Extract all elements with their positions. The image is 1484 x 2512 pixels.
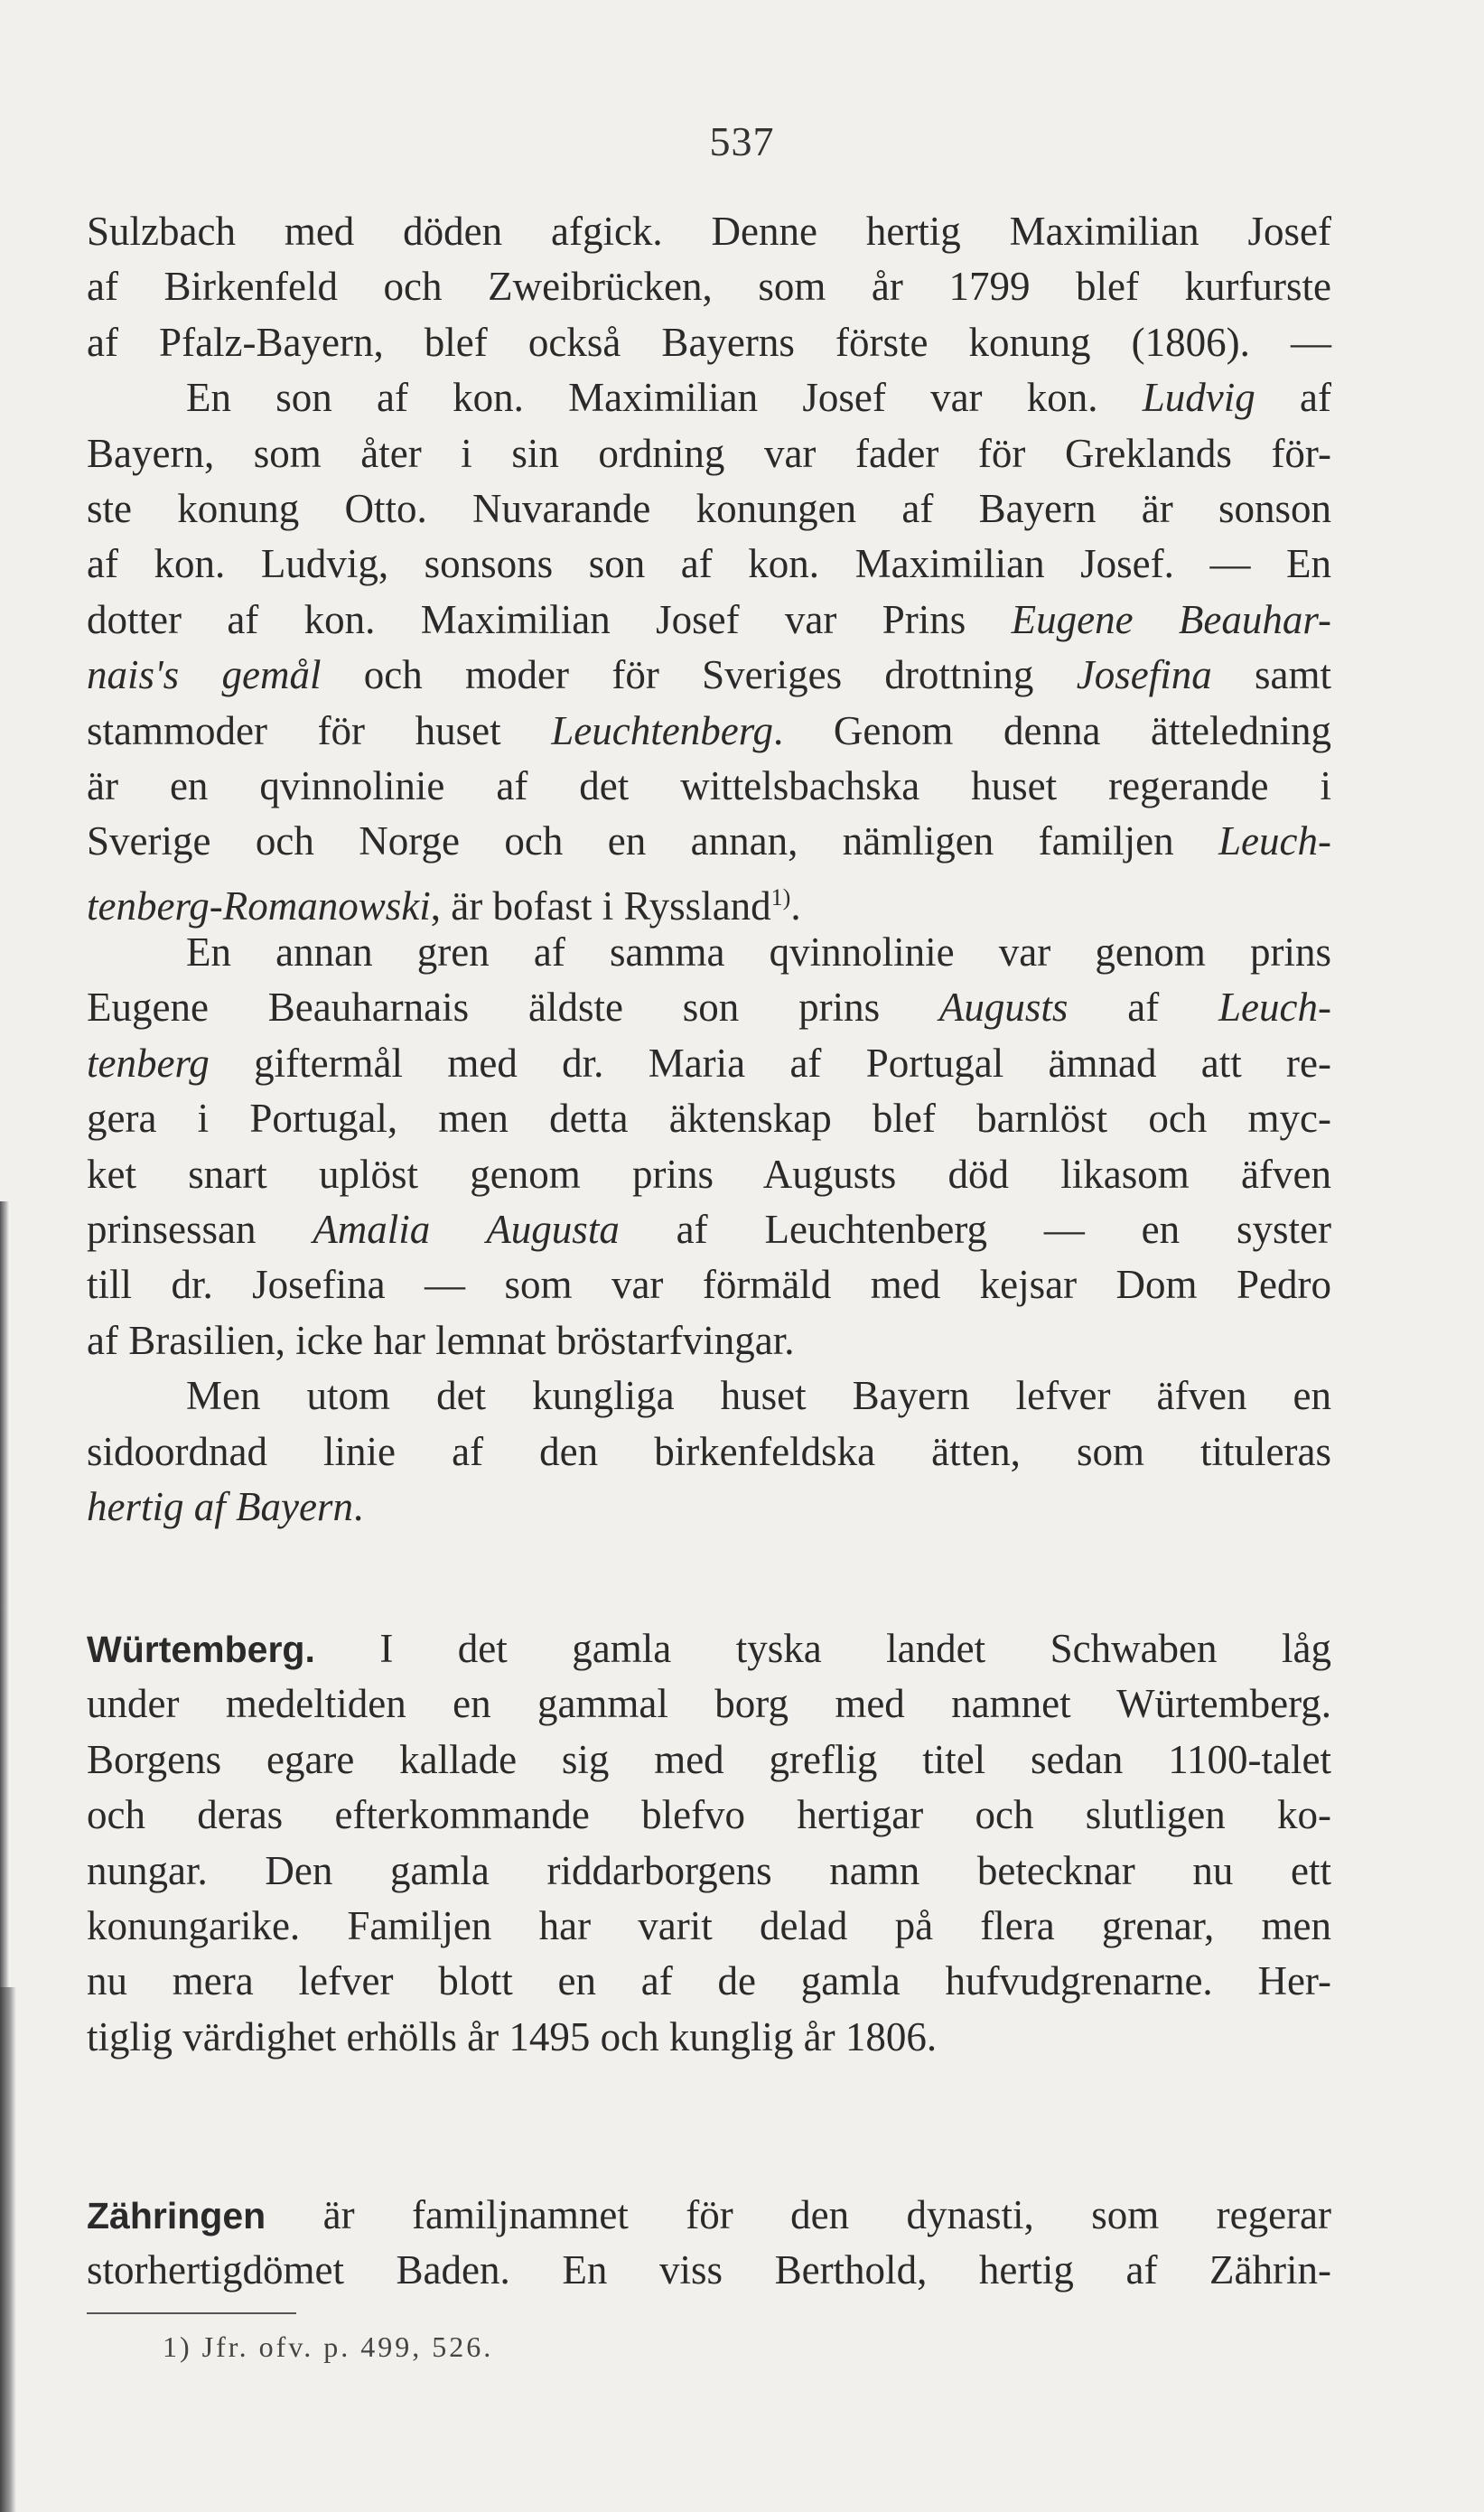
text-line: af Birkenfeld och Zweibrücken, som år 1799 blef kurfurste — [87, 264, 1331, 310]
page-number: 537 — [709, 118, 775, 164]
text-line: af kon. Ludvig, sonsons son af kon. Maximilian Josef. — En — [87, 541, 1331, 587]
text-line: stammoder för huset Leuchtenberg. Genom denna ätteledning — [87, 707, 1331, 753]
text-line: Bayern, som åter i sin ordning var fader för Greklands för- — [87, 430, 1331, 476]
text-line: nungar. Den gamla riddarborgens namn betecknar nu ett — [87, 1847, 1331, 1893]
text-line: sidoordnad linie af den birkenfeldska ätten, som tituleras — [87, 1428, 1331, 1474]
body-text-zahringen — [87, 2188, 1331, 2299]
text-line: ste konung Otto. Nuvarande konungen af Bayern är sonson — [87, 485, 1331, 531]
text-line: tenberg giftermål med dr. Maria af Portugal ämnad att re- — [87, 1040, 1331, 1086]
italic-name: nais's gemål — [87, 652, 322, 698]
text-line: En annan gren af samma qvinnolinie var genom prins — [186, 929, 1331, 976]
text-line: Men utom det kungliga huset Bayern lefver äfven en — [186, 1373, 1331, 1419]
text-line: En son af kon. Maximilian Josef var kon. Ludvig af — [186, 375, 1331, 421]
italic-name: Leuch- — [1218, 985, 1331, 1031]
text-line: till dr. Josefina — som var förmäld med kejsar Dom Pedro — [87, 1262, 1331, 1308]
text-line: dotter af kon. Maximilian Josef var Prins Eugene Beauhar- — [87, 596, 1331, 642]
italic-name: Ludvig — [1142, 375, 1255, 421]
text-line: Borgens egare kallade sig med greflig titel sedan 1100-talet — [87, 1736, 1331, 1782]
text-line: nais's gemål och moder för Sveriges drottning Josefina samt — [87, 652, 1332, 698]
italic-name: Leuchtenberg — [551, 707, 774, 753]
italic-name: tenberg — [87, 1040, 210, 1086]
italic-name: tenberg-Romanowski — [87, 882, 431, 929]
section-heading: Würtemberg. — [87, 1629, 315, 1670]
text-line: är en qvinnolinie af det wittelsbachska huset regerande i — [87, 762, 1331, 808]
italic-name: Amalia Augusta — [313, 1207, 620, 1253]
text-line: hertig af Bayern. — [87, 1483, 364, 1529]
section-heading: Zähringen — [87, 2195, 266, 2237]
italic-name: Eugene Beauhar- — [1011, 596, 1331, 642]
text-line: tiglig värdighet erhölls år 1495 och kunglig år 1806. — [87, 2013, 938, 2059]
text-line: prinsessan Amalia Augusta af Leuchtenberg — en syster — [87, 1207, 1331, 1253]
page-edge-shadow — [0, 1987, 16, 2512]
italic-name: Augusts — [938, 985, 1069, 1031]
text-line: gera i Portugal, men detta äktenskap blef barnlöst och myc- — [87, 1096, 1331, 1142]
italic-name: Josefina — [1076, 652, 1212, 698]
text-line: tenberg-Romanowski, är bofast i Ryssland$^{1)}$. — [87, 882, 801, 929]
body-text-part-1 — [87, 204, 1331, 1535]
text-line: ket snart uplöst genom prins Augusts död likasom äfven — [87, 1151, 1331, 1197]
text-line: Sverige och Norge och en annan, nämligen familjen Leuch- — [87, 818, 1331, 864]
italic-name: Leuch- — [1218, 818, 1331, 864]
body-text-wurtemberg — [87, 1621, 1331, 2065]
italic-name: hertig af Bayern — [87, 1483, 353, 1529]
text-line: konungarike. Familjen har varit delad på flera grenar, men — [87, 1902, 1331, 1948]
text-line: nu mera lefver blott en af de gamla hufvudgrenarne. Her- — [87, 1958, 1331, 2004]
text-line: Würtemberg. I det gamla tyska landet Schwaben låg — [87, 1626, 1331, 1671]
text-line: Sulzbach med döden afgick. Denne hertig Maximilian Josef — [87, 209, 1331, 254]
text-line: och deras efterkommande blefvo hertigar och slutligen ko- — [87, 1792, 1331, 1838]
footnote: 1) Jfr. ofv. p. 499, 526. — [163, 2330, 494, 2363]
footnote-marker: 1) — [770, 883, 791, 910]
text-line: under medeltiden en gammal borg med namnet Würtemberg. — [87, 1681, 1331, 1727]
text-line: Eugene Beauharnais äldste son prins Augusts af Leuch- — [87, 985, 1331, 1031]
text-line: af Brasilien, icke har lemnat bröstarfvingar. — [87, 1317, 795, 1363]
text-line: storhertigdömet Baden. En viss Berthold, hertig af Zährin- — [87, 2247, 1331, 2293]
footnote-rule — [87, 2312, 296, 2314]
text-line: Zähringen är familjnamnet för den dynasti, som regerar — [87, 2192, 1331, 2237]
text-line: af Pfalz-Bayern, blef också Bayerns förste konung (1806). — — [87, 319, 1331, 365]
